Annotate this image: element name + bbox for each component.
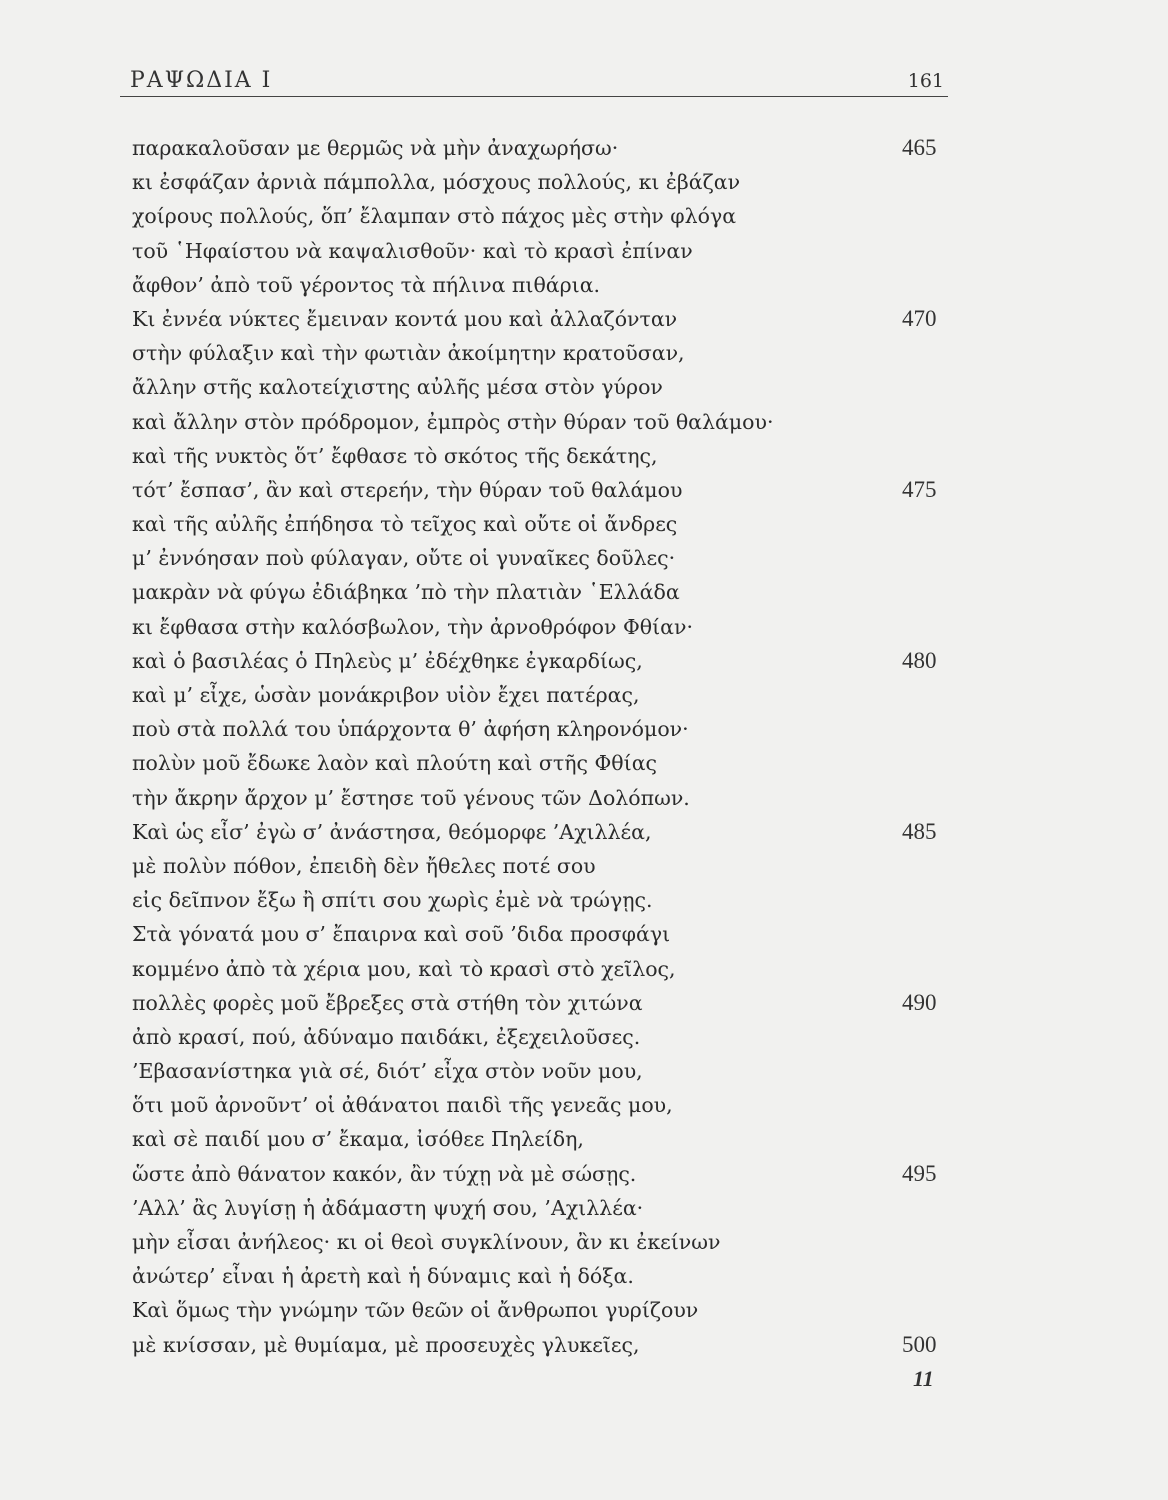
verse-text: μ’ ἐννόησαν ποὺ φύλαγαν, οὔτε οἱ γυναῖκες δοῦλες· <box>132 546 676 571</box>
verse-line <box>132 1225 962 1259</box>
verse-line <box>132 507 962 541</box>
verse-line <box>132 1054 962 1088</box>
verse-text: ὅτι μοῦ ἀρνοῦντ’ οἱ ἀθάνατοι παιδὶ τῆς γενεᾶς μου, <box>132 1093 673 1118</box>
page-header <box>120 62 948 97</box>
verse-line <box>132 1122 962 1156</box>
verse-line <box>132 199 962 233</box>
verse-line <box>132 1020 962 1054</box>
verse-line <box>132 815 962 849</box>
verse-number: 500 <box>902 1331 937 1357</box>
verse-line <box>132 610 962 644</box>
verse-text: εἰς δεῖπνον ἔξω ἢ σπίτι σου χωρὶς ἐμὲ νὰ τρώγῃς. <box>132 888 653 913</box>
verse-text: καὶ σὲ παιδί μου σ’ ἔκαμα, ἰσόθεε Πηλείδη, <box>132 1127 584 1152</box>
verse-line <box>132 234 962 268</box>
verse-line <box>132 746 962 780</box>
verse-block <box>132 131 962 1362</box>
verse-line <box>132 1259 962 1293</box>
verse-text: ἀπὸ κρασί, πού, ἀδύναμο παιδάκι, ἐξεχειλοῦσες. <box>132 1024 641 1049</box>
verse-text: καὶ τῆς αὐλῆς ἐπήδησα τὸ τεῖχος καὶ οὔτε οἱ ἄνδρες <box>132 512 678 537</box>
verse-line <box>132 336 962 370</box>
verse-line <box>132 712 962 746</box>
verse-text: τότ’ ἔσπασ’, ἂν καὶ στερεήν, τὴν θύραν τοῦ θαλάμου <box>132 477 683 502</box>
verse-line <box>132 268 962 302</box>
verse-text: ’Εβασανίστηκα γιὰ σέ, διότ’ εἶχα στὸν νοῦν μου, <box>132 1059 643 1084</box>
verse-number: 485 <box>902 818 937 844</box>
verse-text: ὥστε ἀπὸ θάνατον κακόν, ἂν τύχῃ νὰ μὲ σώσῃς. <box>132 1161 637 1186</box>
verse-line <box>132 849 962 883</box>
verse-text: παρακαλοῦσαν με θερμῶς νὰ μὴν ἀναχωρήσω· <box>132 136 619 160</box>
verse-text: Καὶ ὅμως τὴν γνώμην τῶν θεῶν οἱ ἄνθρωποι γυρίζουν <box>132 1298 699 1323</box>
verse-number: 480 <box>902 647 937 673</box>
verse-line <box>132 1157 962 1191</box>
verse-text: χοίρους πολλούς, ὅπ’ ἔλαμπαν στὸ πάχος μὲς στὴν φλόγα <box>132 204 737 229</box>
verse-text: μὲ κνίσσαν, μὲ θυμίαμα, μὲ προσευχὲς γλυκεῖες, <box>132 1332 640 1357</box>
verse-text: Στὰ γόνατά μου σ’ ἔπαιρνα καὶ σοῦ ’διδα προσφάγι <box>132 922 671 947</box>
verse-line <box>132 439 962 473</box>
verse-text: καὶ ἄλλην στὸν πρόδρομον, ἐμπρὸς στὴν θύραν τοῦ θαλάμου· <box>132 409 774 434</box>
verse-line <box>132 165 962 199</box>
verse-number: 475 <box>902 476 937 502</box>
running-title: ΡΑΨΩΔΙΑ Ι <box>130 68 273 93</box>
verse-line <box>132 1088 962 1122</box>
verse-line <box>132 678 962 712</box>
verse-line <box>132 952 962 986</box>
verse-text: καὶ τῆς νυκτὸς ὅτ’ ἔφθασε τὸ σκότος τῆς δεκάτης, <box>132 443 658 468</box>
verse-text: ἀνώτερ’ εἶναι ἡ ἀρετὴ καὶ ἡ δύναμις καὶ ἡ δόξα. <box>132 1264 634 1289</box>
verse-line <box>132 917 962 951</box>
verse-number: 490 <box>902 989 937 1015</box>
verse-text: κι ἐσφάζαν ἀρνιὰ πάμπολλα, μόσχους πολλούς, κι ἐβάζαν <box>132 170 741 195</box>
verse-text: Καὶ ὡς εἶσ’ ἐγὼ σ’ ἀνάστησα, θεόμορφε ’Αχιλλέα, <box>132 819 652 844</box>
verse-text: κομμένο ἀπὸ τὰ χέρια μου, καὶ τὸ κρασὶ στὸ χεῖλος, <box>132 956 676 981</box>
verse-line <box>132 302 962 336</box>
verse-line <box>132 1191 962 1225</box>
verse-line <box>132 781 962 815</box>
verse-text: Κι ἐννέα νύκτες ἔμειναν κοντά μου καὶ ἀλλαζόνταν <box>132 306 678 331</box>
verse-line <box>132 541 962 575</box>
verse-text: καὶ ὁ βασιλέας ὁ Πηλεὺς μ’ ἐδέχθηκε ἐγκαρδίως, <box>132 648 643 673</box>
verse-text: ’Αλλ’ ἂς λυγίσῃ ἡ ἀδάμαστη ψυχή σου, ’Αχιλλέα· <box>132 1195 644 1220</box>
verse-text: πολλὲς φορὲς μοῦ ἔβρεξες στὰ στήθη τὸν χιτώνα <box>132 990 643 1015</box>
verse-text: ἄφθον’ ἀπὸ τοῦ γέροντος τὰ πήλινα πιθάρια. <box>132 272 601 297</box>
verse-text: τοῦ ῾Ηφαίστου νὰ καψαλισθοῦν· καὶ τὸ κρασὶ ἐπίναν <box>132 238 693 263</box>
verse-line <box>132 883 962 917</box>
verse-text: στὴν φύλαξιν καὶ τὴν φωτιὰν ἀκοίμητην κρατοῦσαν, <box>132 341 685 366</box>
verse-line <box>132 644 962 678</box>
verse-line <box>132 370 962 404</box>
verse-line <box>132 131 962 165</box>
verse-text: ἄλλην στῆς καλοτείχιστης αὐλῆς μέσα στὸν γύρον <box>132 375 663 400</box>
verse-text: τὴν ἄκρην ἄρχον μ’ ἔστησε τοῦ γένους τῶν Δολόπων. <box>132 785 690 810</box>
verse-line <box>132 986 962 1020</box>
verse-text: πολὺν μοῦ ἔδωκε λαὸν καὶ πλούτη καὶ στῆς Φθίας <box>132 751 658 776</box>
verse-number: 495 <box>902 1160 937 1186</box>
signature-mark: 11 <box>913 1366 934 1391</box>
verse-text: κι ἔφθασα στὴν καλόσβωλον, τὴν ἀρνοθρόφον Φθίαν· <box>132 614 693 639</box>
verse-text: μακρὰν νὰ φύγω ἐδιάβηκα ’πὸ τὴν πλατιὰν ῾Ελλάδα <box>132 580 680 605</box>
verse-line <box>132 473 962 507</box>
verse-text: μὴν εἶσαι ἀνήλεος· κι οἱ θεοὶ συγκλίνουν, ἂν κι ἐκείνων <box>132 1230 721 1254</box>
verse-text: ποὺ στὰ πολλά του ὑπάρχοντα θ’ ἀφήση κληρονόμον· <box>132 717 689 742</box>
verse-line <box>132 1293 962 1327</box>
verse-text: καὶ μ’ εἶχε, ὡσὰν μονάκριβον υἱὸν ἔχει πατέρας, <box>132 683 640 707</box>
verse-line <box>132 405 962 439</box>
verse-number: 465 <box>902 135 937 160</box>
verse-line <box>132 575 962 609</box>
page-number: 161 <box>907 70 944 92</box>
verse-number: 470 <box>902 305 937 331</box>
verse-line <box>132 1328 962 1362</box>
verse-text: μὲ πολὺν πόθον, ἐπειδὴ δὲν ἤθελες ποτέ σου <box>132 853 596 878</box>
